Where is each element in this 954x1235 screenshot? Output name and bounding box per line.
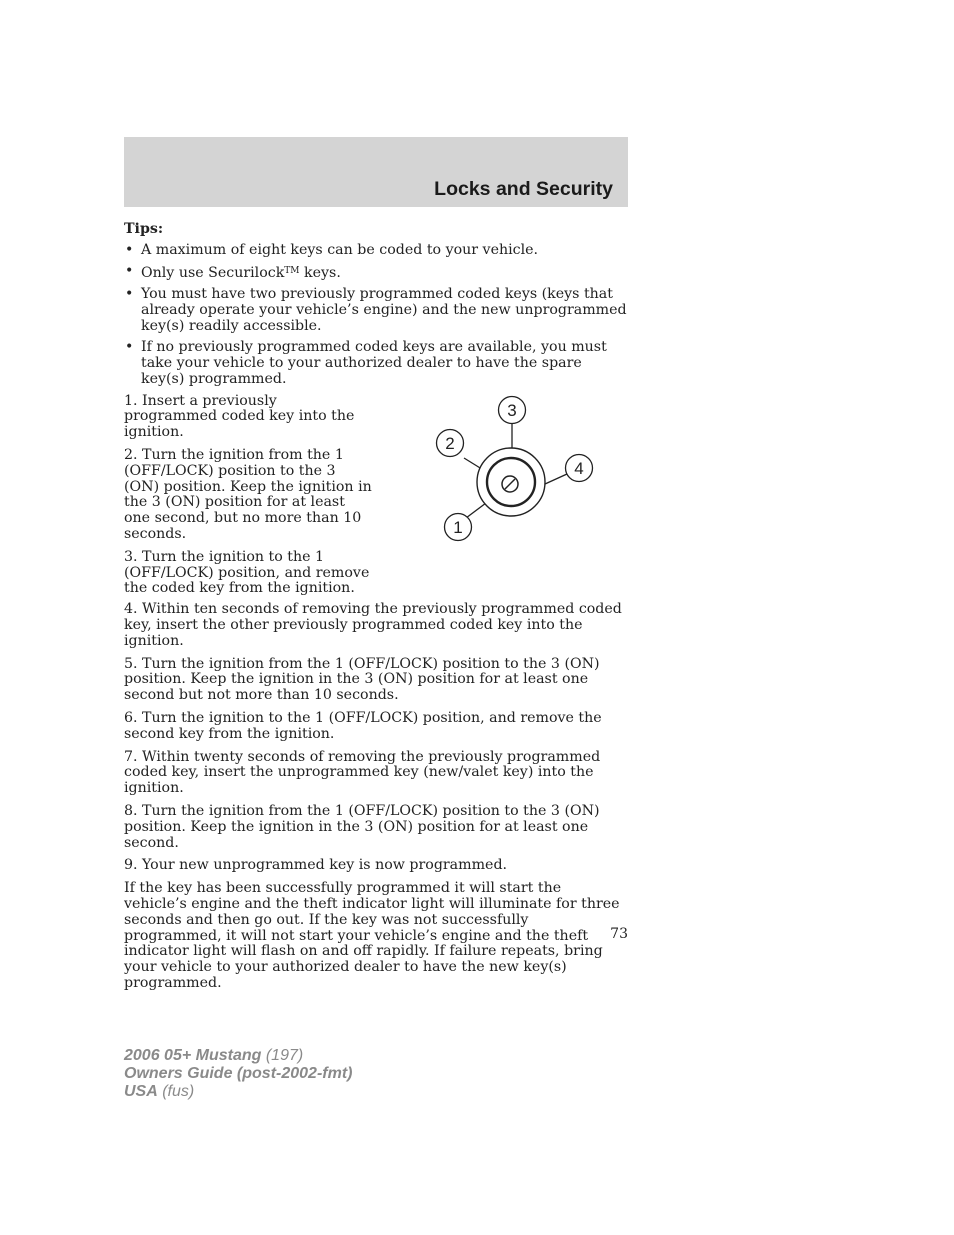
footer-line-3: USA (fus) xyxy=(124,1083,195,1100)
step-2: 2. Turn the ignition from the 1 (OFF/LOCK) position to the 3 (ON) position. Keep the ignition in the 3 (ON) position for at least one second, but no more than 10 seconds. xyxy=(124,447,372,543)
leader-line-4 xyxy=(545,474,567,484)
leader-line-1 xyxy=(466,503,486,518)
bullet: • xyxy=(125,241,134,258)
step-1: 1. Insert a previously programmed coded key into the ignition. xyxy=(124,392,355,441)
step-9: 9. Your new unprogrammed key is now programmed. xyxy=(124,857,508,874)
ignition-diagram xyxy=(424,394,634,554)
step-5: 5. Turn the ignition from the 1 (OFF/LOCK) position to the 3 (ON) position. Keep the ignition in the 3 (ON) position for at least one second but not more than 10 seconds. xyxy=(124,655,600,704)
tip-item: • A maximum of eight keys can be coded to your vehicle. xyxy=(125,241,539,258)
position-4-label: 4 xyxy=(574,458,584,478)
document-footer xyxy=(124,1047,352,1101)
tips-list xyxy=(124,243,628,388)
step-6: 6. Turn the ignition to the 1 (OFF/LOCK) position, and remove the second key from the ignition. xyxy=(124,710,602,742)
bullet: • xyxy=(125,339,134,356)
position-3-label: 3 xyxy=(507,400,517,420)
bullet: • xyxy=(125,263,134,280)
section-title: Locks and Security xyxy=(434,178,613,200)
footer-line-1: 2006 05+ Mustang (197) xyxy=(124,1047,304,1064)
trademark-mark: TM xyxy=(284,266,300,277)
footer-line-2: Owners Guide (post-2002-fmt) xyxy=(124,1065,353,1082)
step-8: 8. Turn the ignition from the 1 (OFF/LOCK) position to the 3 (ON) position. Keep the ignition in the 3 (ON) position for at least one second. xyxy=(124,803,600,851)
section-header-bar xyxy=(124,137,628,207)
tip-item: • If no previously programmed coded keys are available, you must take your vehicle to your authorized dealer to have the spare key(s) programmed. xyxy=(125,339,607,387)
tip-item: • Only use Securilock™ keys. xyxy=(125,263,341,282)
position-2-label: 2 xyxy=(445,433,455,453)
step-7: 7. Within twenty seconds of removing the previously programmed coded key, insert the unprogrammed key (new/valet key) into the ignition. xyxy=(124,748,601,797)
step-4: 4. Within ten seconds of removing the previously programmed coded key, insert the other previously programmed coded key into the ignition. xyxy=(124,601,622,649)
closing-paragraph: If the key has been successfully programmed it will start the vehicle’s engine and the theft indicator light will illuminate for three seconds and then go out. If the key was not successfully programmed, it will not start your vehicle’s engine and the theft indicator light will flash on and off rapidly. If failure repeats, bring your vehicle to your authorized dealer to have the new key(s) programmed. xyxy=(124,880,620,991)
step-3: 3. Turn the ignition to the 1 (OFF/LOCK) position, and remove the coded key from the ignition. xyxy=(124,548,370,597)
tips-heading: Tips: xyxy=(124,221,164,237)
tip-item: • You must have two previously programmed coded keys (keys that already operate your vehicle’s engine) and the new unprogrammed key(s) readily accessible. xyxy=(125,286,627,334)
page-number: 73 xyxy=(610,926,628,942)
steps xyxy=(124,394,628,992)
bullet: • xyxy=(125,286,134,303)
page-content xyxy=(124,222,628,999)
position-1-label: 1 xyxy=(453,517,463,537)
